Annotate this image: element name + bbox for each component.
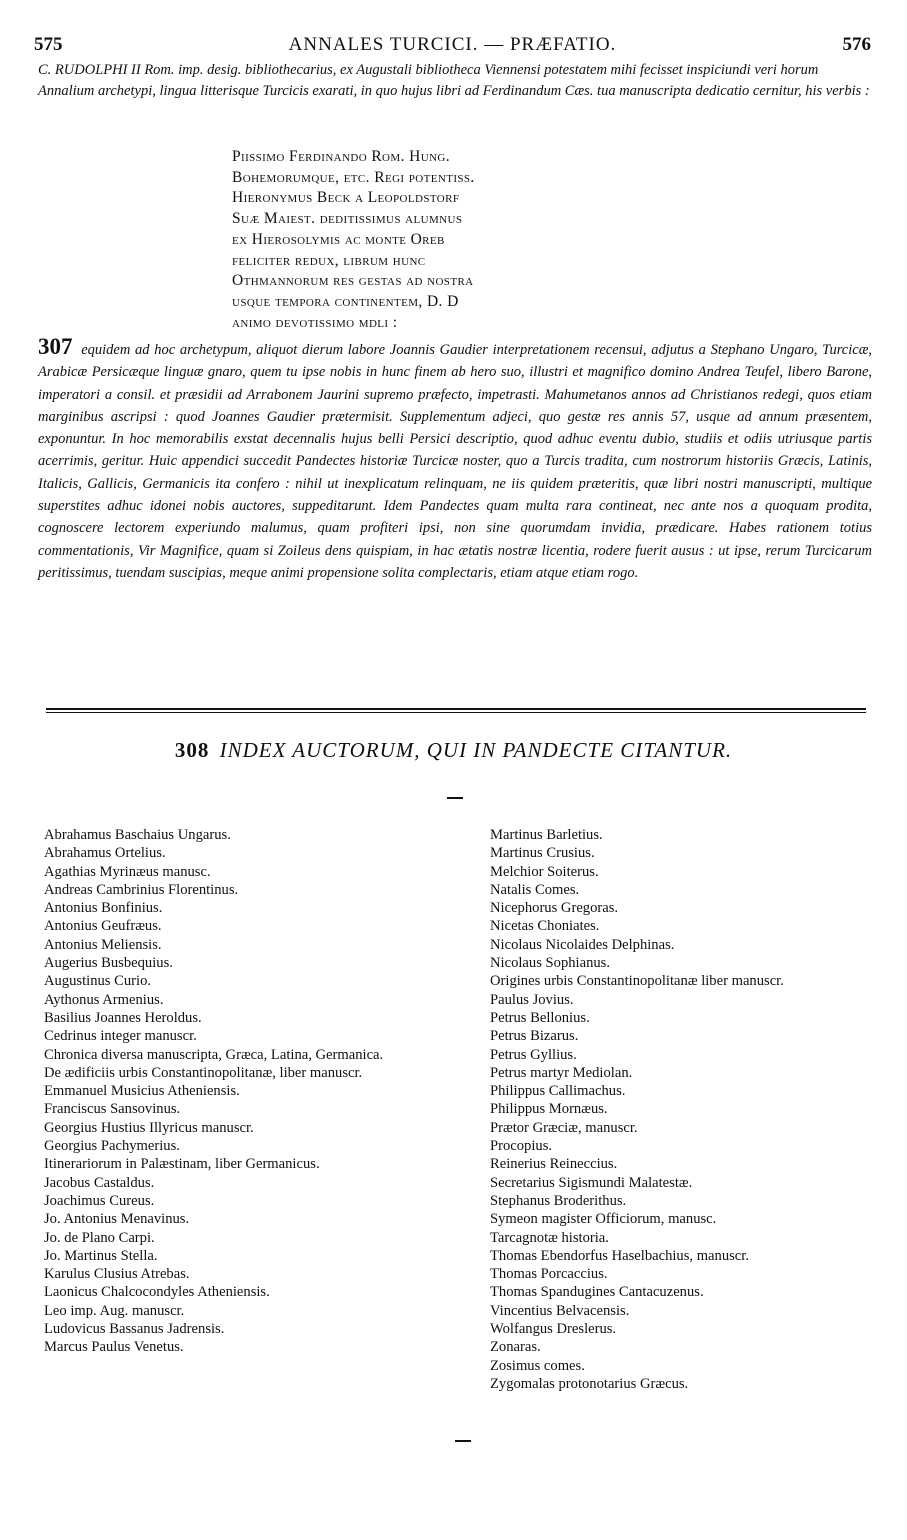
index-entry: Secretarius Sigismundi Malatestæ.: [490, 1174, 693, 1191]
dedication-line: ex Hierosolymis ac monte Oreb: [232, 230, 445, 248]
index-entry: Georgius Pachymerius.: [44, 1138, 180, 1155]
section-divider: [46, 708, 866, 713]
index-entry: Jacobus Castaldus.: [44, 1174, 155, 1191]
dedication-line: Piissimo Ferdinando Rom. Hung.: [232, 148, 451, 165]
index-entry: Abrahamus Ortelius.: [44, 845, 166, 862]
intro-paragraph: C. RUDOLPHI II Rom. imp. desig. bibliothecarius, ex Augustali bibliotheca Viennensi potestatem mihi fecisset inspiciundi veri horum Annalium archetypi, lingua litterisque Turcicis exarati, in quo hujus libri ad Ferdinandum Cæs. tua manuscripta dedicatio cernitur, his verbis :: [38, 62, 870, 99]
dedication-line: Othmannorum res gestas ad nostra: [232, 272, 474, 290]
index-entry: Nicolaus Nicolaides Delphinas.: [490, 936, 675, 953]
index-entry: Natalis Comes.: [490, 881, 580, 898]
page-number-left: 575: [34, 34, 63, 55]
index-entry: Andreas Cambrinius Florentinus.: [44, 881, 239, 898]
index-entry: Jo. de Plano Carpi.: [44, 1229, 155, 1246]
preface-text: equidem ad hoc archetypum, aliquot dierum labore Joannis Gaudier interpretationem recensui, adjutus a Stephano Ungaro, Turcicæ, Arabicæ Persicæque linguæ gnaro, quem tu ipse nobis in hunc finem ab hero suo, illustri et magnifico domino Andrea Teufel, libero Barone, imperatori a consil. et præsidii ad Arrabonem Jaurini supremo præfecto, impetrasti. Mahumetanos annos ad Christianos redegi, quos etiam marginibus ascripsi : quod Joannes Gaudier prætermisit. Supplementum adjeci, quo gestæ res annis 57, usque ad annum præsentem, exponuntur. In hoc memorabilis exstat decennalis hujus belli Persici descriptio, quod adhuc eventu dubio, studiis et odiis utriusque partis acerrimis, geritur. Huic appendici succedit Pandectes historiæ Turcicæ noster, quo a Turcis tradita, cum nostrorum historiis Græcis, Latinis, Italicis, Gallicis, Germanicis ita confero : nihil ut inexplicatum relinquam, ne iis quidem præteritis, quæ libri nostri manuscripti, multique superstites adhuc idonei nobis auctores, suppeditarunt. Idem Pandectes quam multa rara contineat, nec ante nos a quoquam prodita, cognoscere lectorem experiundo malumus, quam profiteri ipsi, non sine quorumdam invidia, prædicare. Habes rationem totius commentationis, Vir Magnifice, quam si Zoileus dens quispiam, in hac ætatis nostræ licentia, rodere fuerit ausus : ut ipse, rerum Turcicarum peritissimus, tuendam suscipias, meque animi propensione solita complectaris, etiam atque etiam rogo.: [38, 342, 872, 581]
index-entry: Petrus Gyllius.: [490, 1046, 577, 1063]
index-entry: Agathias Myrinæus manusc.: [44, 863, 211, 880]
section-marker-307: 307: [38, 334, 73, 359]
index-column-right: [490, 826, 890, 1393]
index-entry: Thomas Ebendorfus Haselbachius, manuscr.: [490, 1247, 749, 1264]
index-entry: Antonius Geufræus.: [44, 918, 162, 935]
index-entry: Marcus Paulus Venetus.: [44, 1339, 184, 1356]
index-entry: Ludovicus Bassanus Jadrensis.: [44, 1321, 225, 1338]
index-entry: Paulus Jovius.: [490, 991, 574, 1008]
index-entry: Petrus Bizarus.: [490, 1028, 579, 1045]
index-entry: Chronica diversa manuscripta, Græca, Latina, Germanica.: [44, 1046, 384, 1063]
index-entry: Procopius.: [490, 1138, 553, 1155]
index-entry: Zygomalas protonotarius Græcus.: [490, 1375, 689, 1392]
section-marker-308: 308: [174, 738, 210, 762]
index-entry: Zosimus comes.: [490, 1357, 585, 1374]
dedication-line: animo devotissimo mdli :: [232, 313, 398, 331]
index-entry: Nicetas Choniates.: [490, 918, 600, 935]
dedication-line: Hieronymus Beck a Leopoldstorf: [232, 189, 460, 207]
index-entry: Jo. Antonius Menavinus.: [44, 1211, 190, 1228]
index-entry: Emmanuel Musicius Atheniensis.: [44, 1083, 240, 1100]
index-entry: Symeon magister Officiorum, manusc.: [490, 1211, 717, 1228]
index-entry: Martinus Crusius.: [490, 845, 595, 862]
index-entry: Prætor Græciæ, manuscr.: [490, 1119, 638, 1136]
preface-paragraph: [38, 336, 872, 584]
index-entry: Joachimus Cureus.: [44, 1192, 155, 1209]
dedication-line: Suæ Maiest. deditissimus alumnus: [232, 210, 463, 228]
index-entry: Philippus Callimachus.: [490, 1083, 626, 1100]
index-entry: Itinerariorum in Palæstinam, liber Germanicus.: [44, 1156, 320, 1173]
index-entry: Cedrinus integer manuscr.: [44, 1028, 197, 1045]
index-entry: Jo. Martinus Stella.: [44, 1247, 158, 1264]
index-column-left: [44, 826, 456, 1357]
dedication-line: usque tempora continentem, D. D: [232, 292, 459, 310]
index-entry: Antonius Bonfinius.: [44, 900, 163, 917]
index-entry: Origines urbis Constantinopolitanæ liber manuscr.: [490, 973, 784, 990]
ornament-dash-bottom: [455, 1440, 471, 1442]
index-entry: Stephanus Broderithus.: [490, 1192, 627, 1209]
index-entry: Thomas Porcaccius.: [490, 1266, 608, 1283]
index-entry: Nicephorus Gregoras.: [490, 900, 619, 917]
dedication-line: feliciter redux, librum hunc: [232, 251, 426, 269]
index-title: INDEX AUCTORUM, QUI IN PANDECTE CITANTUR.: [219, 738, 733, 762]
index-entry: Aythonus Armenius.: [44, 991, 164, 1008]
index-entry: Reinerius Reineccius.: [490, 1156, 618, 1173]
index-entry: Laonicus Chalcocondyles Atheniensis.: [44, 1284, 270, 1301]
index-entry: Karulus Clusius Atrebas.: [44, 1266, 190, 1283]
index-entry: Martinus Barletius.: [490, 827, 603, 843]
dedication-line: Bohemorumque, etc. Regi potentiss.: [232, 168, 475, 186]
index-entry: Vincentius Belvacensis.: [490, 1302, 630, 1319]
index-entry: Abrahamus Baschaius Ungarus.: [44, 827, 231, 843]
index-entry: De ædificiis urbis Constantinopolitanæ, liber manuscr.: [44, 1064, 363, 1081]
index-entry: Melchior Soiterus.: [490, 863, 599, 880]
index-entry: Antonius Meliensis.: [44, 936, 162, 953]
index-entry: Augustinus Curio.: [44, 973, 152, 990]
index-entry: Augerius Busbequius.: [44, 955, 173, 972]
index-entry: Petrus martyr Mediolan.: [490, 1064, 633, 1081]
index-entry: Philippus Mornæus.: [490, 1101, 608, 1118]
page-number-right: 576: [842, 34, 871, 55]
index-entry: Leo imp. Aug. manuscr.: [44, 1302, 185, 1319]
page-title: ANNALES TURCICI. — PRÆFATIO.: [288, 34, 617, 55]
index-entry: Tarcagnotæ historia.: [490, 1229, 609, 1246]
index-heading: [0, 738, 907, 763]
index-entry: Georgius Hustius Illyricus manuscr.: [44, 1119, 254, 1136]
index-entry: Petrus Bellonius.: [490, 1009, 590, 1026]
running-header: [34, 34, 871, 56]
index-entry: Zonaras.: [490, 1339, 541, 1356]
ornament-dash-top: [447, 797, 463, 799]
index-entry: Nicolaus Sophianus.: [490, 955, 610, 972]
dedication-block: [232, 147, 475, 333]
index-entry: Wolfangus Dreslerus.: [490, 1321, 617, 1338]
index-entry: Basilius Joannes Heroldus.: [44, 1009, 202, 1026]
index-entry: Franciscus Sansovinus.: [44, 1101, 181, 1118]
index-entry: Thomas Spandugines Cantacuzenus.: [490, 1284, 704, 1301]
